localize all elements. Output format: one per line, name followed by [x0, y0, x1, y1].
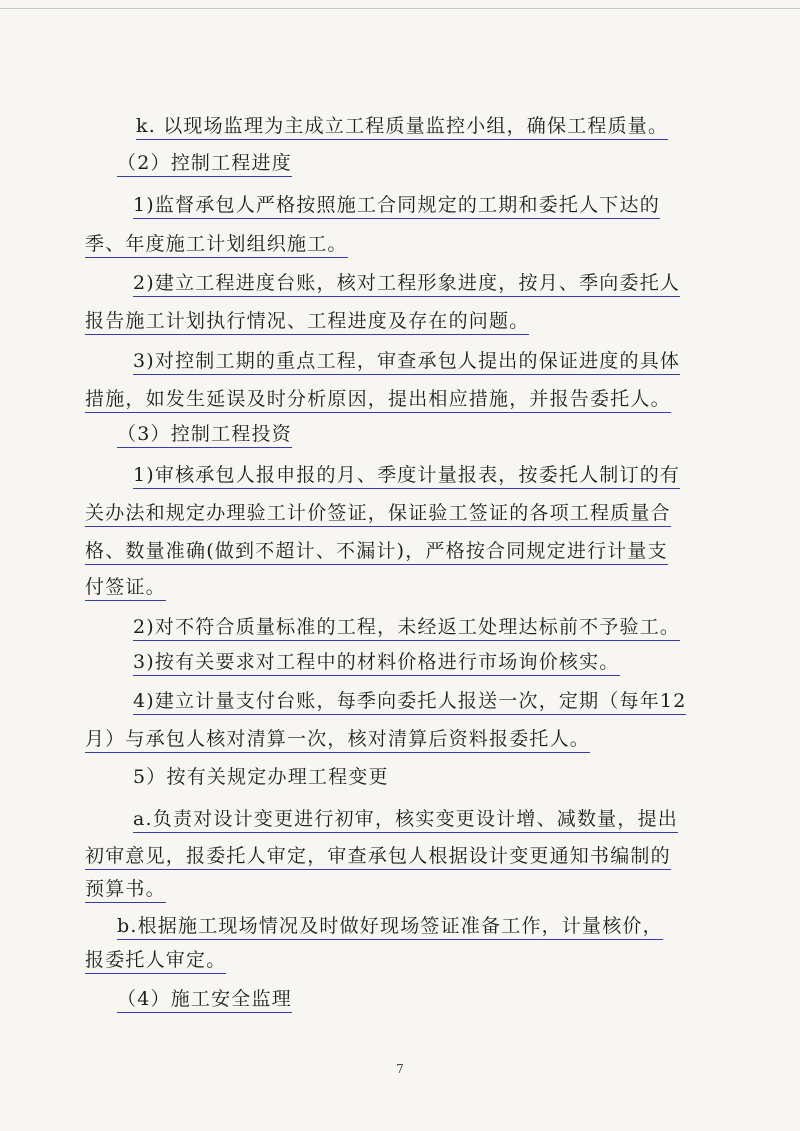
text-line-22: b.根据施工现场情况及时做好现场签证准备工作，计量核价，: [117, 913, 663, 939]
text-line-24: （4）施工安全监理: [117, 986, 292, 1012]
text-line-21: 预算书。: [85, 876, 166, 902]
text-line-10: 1)审核承包人报申报的月、季度计量报表，按委托人制订的有: [133, 462, 680, 488]
text-line-15: 3)按有关要求对工程中的材料价格进行市场询价核实。: [133, 649, 620, 675]
text-line-2: （2）控制工程进度: [117, 150, 292, 176]
text-line-3: 1)监督承包人严格按照施工合同规定的工期和委托人下达的: [133, 192, 660, 218]
text-line-11: 关办法和规定办理验工计价签证，保证验工签证的各项工程质量合: [85, 500, 671, 526]
text-line-8: 措施，如发生延误及时分析原因，提出相应措施，并报告委托人。: [85, 386, 671, 412]
text-line-16: 4)建立计量支付台账，每季向委托人报送一次，定期（每年12: [133, 688, 686, 714]
text-line-12: 格、数量准确(做到不超计、不漏计)，严格按合同规定进行计量支: [85, 538, 668, 564]
text-line-4: 季、年度施工计划组织施工。: [85, 231, 348, 257]
page-number: 7: [396, 1062, 404, 1076]
text-line-17: 月）与承包人核对清算一次，核对清算后资料报委托人。: [85, 726, 590, 752]
text-line-19: a.负责对设计变更进行初审，核实变更设计增、减数量，提出: [133, 806, 678, 832]
text-line-23: 报委托人审定。: [85, 947, 226, 973]
text-line-7: 3)对控制工期的重点工程，审查承包人提出的保证进度的具体: [133, 348, 680, 374]
text-line-5: 2)建立工程进度台账，核对工程形象进度，按月、季向委托人: [133, 270, 680, 296]
text-line-18: 5）按有关规定办理工程变更: [133, 766, 389, 788]
text-line-6: 报告施工计划执行情况、工程进度及存在的问题。: [85, 308, 529, 334]
text-line-9: （3）控制工程投资: [117, 421, 292, 447]
text-line-20: 初审意见，报委托人审定，审查承包人根据设计变更通知书编制的: [85, 843, 671, 869]
text-line-13: 付签证。: [85, 574, 166, 600]
text-line-1: k. 以现场监理为主成立工程质量监控小组，确保工程质量。: [136, 113, 668, 139]
text-line-14: 2)对不符合质量标准的工程，未经返工处理达标前不予验工。: [133, 614, 680, 640]
top-edge-line: [0, 8, 800, 9]
